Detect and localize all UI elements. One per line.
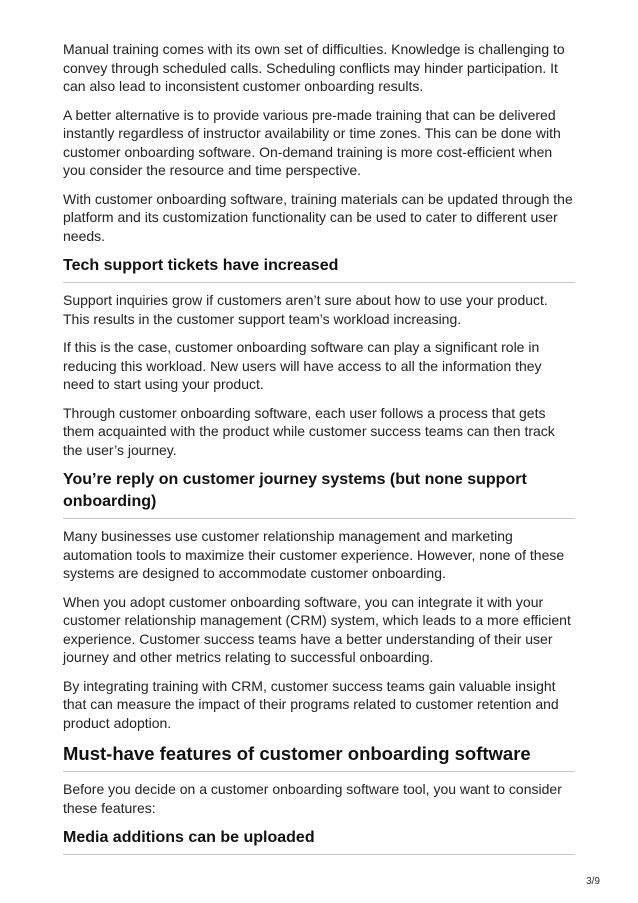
tech-support-heading: Tech support tickets have increased	[63, 255, 575, 283]
tech-support-paragraph-3: Through customer onboarding software, each user follows a process that gets them acquainted with the product while customer success teams can then track the user’s journey.	[63, 404, 555, 458]
intro-paragraph-3: With customer onboarding software, training materials can be updated through the platform and its customization functionality can be used to cater to different user needs.	[63, 190, 573, 244]
must-have-paragraph-1: Before you decide on a customer onboarding software tool, you want to consider these features:	[63, 781, 562, 816]
journey-systems-paragraph-2: When you adopt customer onboarding software, you can integrate it with your customer relationship management (CRM) system, which leads to a more efficient experience. Customer success teams have a better understanding of their user journey and other metrics relating to successful onboarding.	[63, 593, 571, 665]
journey-systems-paragraph-1: Many businesses use customer relationship management and marketing automation tools to maximize their customer experience. However, none of these systems are designed to accommodate customer onboarding.	[63, 528, 565, 581]
journey-systems-heading: You’re reply on customer journey systems (but none support onboarding)	[63, 469, 575, 519]
media-heading: Media additions can be uploaded	[63, 827, 575, 855]
document-page	[63, 40, 575, 863]
journey-systems-paragraph-3: By integrating training with CRM, customer success teams gain valuable insight that can measure the impact of their programs related to customer retention and product adoption.	[63, 677, 559, 731]
page-number: 3/9	[586, 876, 600, 887]
intro-paragraph-2: A better alternative is to provide various pre-made training that can be delivered instantly regardless of instructor availability or time zones. This can be done with customer onboarding software. On-demand training is more cost-efficient when you consider the resource and time perspective.	[63, 106, 561, 178]
tech-support-paragraph-2: If this is the case, customer onboarding software can play a significant role in reducing this workload. New users will have access to all the information they need to start using your product.	[63, 339, 542, 392]
must-have-heading: Must-have features of customer onboarding software	[63, 742, 575, 772]
intro-paragraph-1: Manual training comes with its own set of difficulties. Knowledge is challenging to convey through scheduled calls. Scheduling conflicts may hinder participation. It can also lead to inconsistent customer onboarding results.	[63, 41, 565, 94]
tech-support-paragraph-1: Support inquiries grow if customers aren’t sure about how to use your product. This results in the customer support team’s workload increasing.	[63, 292, 548, 327]
